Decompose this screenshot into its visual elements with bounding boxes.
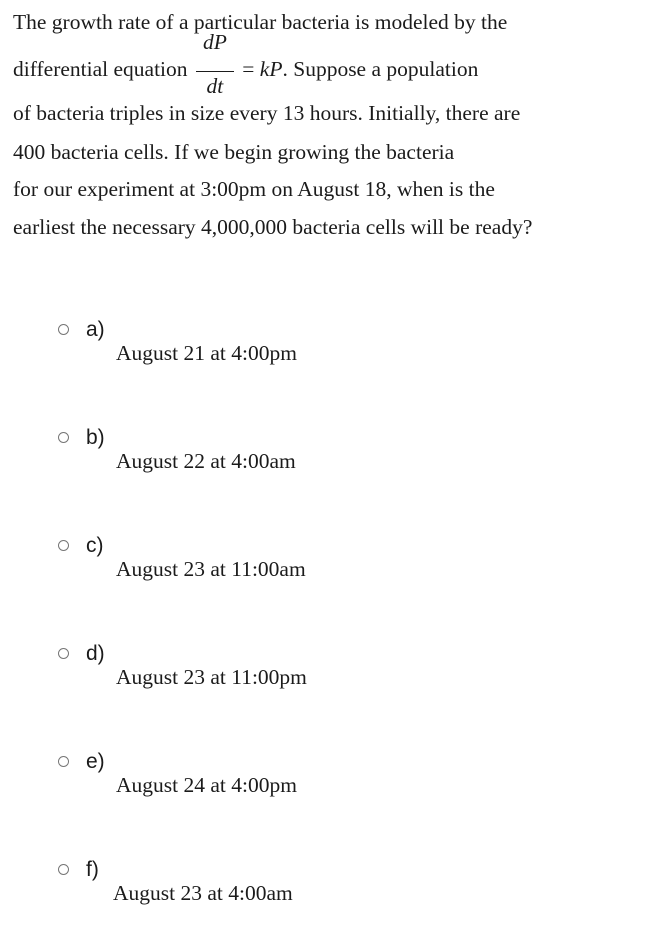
derivative-fraction — [193, 30, 237, 98]
option-text-e: August 24 at 4:00pm — [116, 773, 297, 797]
radio-button-f[interactable] — [58, 864, 69, 875]
radio-button-e[interactable] — [58, 756, 69, 767]
question-line-2-prefix: differential equation — [13, 57, 188, 81]
option-c[interactable] — [0, 534, 667, 594]
question-line-4: 400 bacteria cells. If we begin growing the bacteria — [13, 140, 455, 164]
option-text-d: August 23 at 11:00pm — [116, 665, 307, 689]
fraction-bar — [196, 71, 234, 72]
constant-k: k — [259, 57, 270, 81]
option-letter-e: e) — [86, 750, 105, 773]
radio-button-b[interactable] — [58, 432, 69, 443]
option-text-b: August 22 at 4:00am — [116, 449, 296, 473]
equals-sign: = — [242, 57, 255, 81]
radio-button-a[interactable] — [58, 324, 69, 335]
option-e[interactable] — [0, 750, 667, 810]
option-b[interactable] — [0, 426, 667, 486]
option-letter-d: d) — [86, 642, 105, 665]
option-letter-a: a) — [86, 318, 105, 341]
question-line-5: for our experiment at 3:00pm on August 18, when is the — [13, 177, 495, 201]
option-a[interactable] — [0, 318, 667, 378]
question-line-3: of bacteria triples in size every 13 hours. Initially, there are — [13, 101, 521, 125]
option-text-a: August 21 at 4:00pm — [116, 341, 297, 365]
option-text-f: August 23 at 4:00am — [113, 881, 293, 905]
radio-button-d[interactable] — [58, 648, 69, 659]
variable-p: P — [269, 57, 283, 81]
option-text-c: August 23 at 11:00am — [116, 557, 306, 581]
option-letter-b: b) — [86, 426, 105, 449]
option-d[interactable] — [0, 642, 667, 702]
question-line-2 — [13, 30, 479, 98]
option-letter-c: c) — [86, 534, 104, 557]
option-letter-f: f) — [86, 858, 99, 881]
question-line-6: earliest the necessary 4,000,000 bacteria cells will be ready? — [13, 215, 533, 239]
fraction-numerator: dP — [202, 30, 227, 54]
radio-button-c[interactable] — [58, 540, 69, 551]
question-line-1: The growth rate of a particular bacteria is modeled by the — [13, 10, 508, 34]
option-f[interactable] — [0, 858, 667, 918]
question-line-2-suffix: . Suppose a population — [282, 57, 479, 81]
fraction-denominator: dt — [206, 74, 224, 98]
